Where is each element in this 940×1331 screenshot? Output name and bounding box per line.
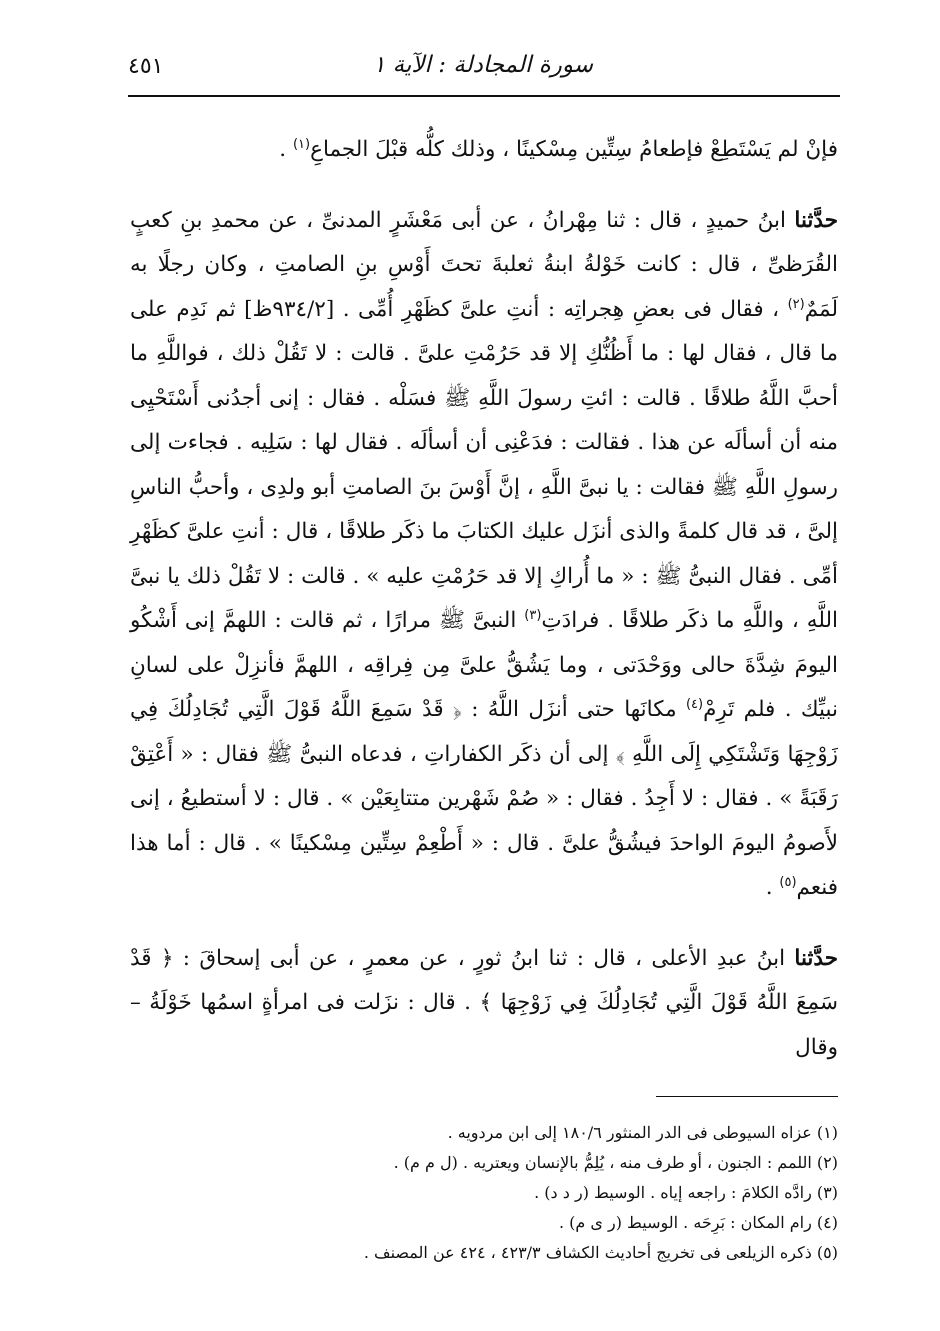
paragraph-3-segment-1: ابنُ عبدِ الأعلى ، قال : ثنا ابنُ ثورٍ ، عن معمرٍ ، عن أبى إسحاقَ : ﴿ قَدْ سَمِعَ اللَّهُ قَوْلَ الَّتِي تُجَادِلُكَ فِي زَوْجِهَا ﴾ . قال : نزَلت فى امرأةٍ اسمُها خَوْلَةُ – وقال (130, 945, 838, 1060)
paragraph-2-segment-2: ، فقال فى بعضِ هِجراتِه : أنتِ علىَّ كظَهْرِ أُمِّى . [٩٣٤/٢ظ] ثم نَدِم على ما قال ، فقال لها : ما أَظُنُّكِ إلا قد حَرُمْتِ علىَّ . قالت : لا تَقُلْ ذلك ، فواللَّهِ ما أحبَّ اللَّهُ طلاقًا . قالت : ائتِ رسولَ اللَّهِ ﷺ فسَلْه . فقال : إنى أجدُنى أَسْتَحْيِى منه أن أسألَه عن هذا . فقالت : فدَعْنِى أن أسألَه . فقال لها : سَلِيه . فجاءت إلى رسولِ اللَّهِ ﷺ فقالت : يا نبىَّ اللَّهِ ، إنَّ أَوْسَ بنَ الصامتِ أبو ولدِى ، وأحبُّ الناسِ إلىَّ ، قد قال كلمةً والذى أنزَل عليك الكتابَ ما ذكَر طلاقًا ، قال : أنتِ علىَّ كظَهْرِ أمِّى . فقال النبىُّ ﷺ : « ما أُراكِ إلا قد حَرُمْتِ عليه » . قالت : لا تَقُلْ ذلك يا نبىَّ اللَّهِ ، واللَّهِ ما ذكَر طلاقًا . فرادَتِ (130, 296, 838, 633)
paragraph-2-segment-5: . (765, 875, 780, 900)
footnote-ref-2[interactable]: (٢) (787, 296, 805, 312)
footnote-ref-1[interactable]: (١) (292, 136, 311, 152)
footnote-4: (٤) رام المكان : بَرِحَه . الوسيط (ر ى م) . (558, 1213, 838, 1232)
paragraph-2-segment-3: النبىَّ ﷺ مرارًا ، ثم قالت : اللهمَّ إنى أَشْكُو اليومَ شِدَّةَ حالى ووَحْدَتى ، وما يَشُقُّ علىَّ مِن فِراقِه ، اللهمَّ فأنزِلْ على لسانِ نبيِّك . فلم تَرِمْ (130, 608, 838, 722)
footnote-ref-4[interactable]: (٤) (685, 696, 704, 712)
paragraph-3-lead: حدَّثنا (794, 945, 838, 971)
footnote-ref-5[interactable]: (٥) (779, 874, 797, 890)
footnote-ref-3[interactable]: (٣) (524, 607, 542, 623)
footnote-3: (٣) رادَّه الكلامَ : راجعه إياه . الوسيط (ر د د) . (534, 1183, 838, 1202)
footnote-separator (656, 1096, 838, 1097)
main-text (130, 128, 838, 1070)
paragraph-1-tail: . (279, 137, 293, 162)
header-rule (128, 95, 840, 97)
running-title: سورة المجادلة : الآية ١ (372, 52, 594, 78)
paragraph-1-text: فإنْ لم يَسْتَطِعْ فإطعامُ سِتِّين مِسْكينًا ، وذلك كلُّه قبْلَ الجماعِ (310, 137, 838, 162)
footnote-1: (١) عزاه السيوطى فى الدر المنثور ١٨٠/٦ إلى ابن مردويه . (447, 1123, 838, 1142)
paragraph-2-lead: حدَّثنا (794, 207, 838, 233)
footnotes-list (130, 1118, 838, 1268)
paragraph-1 (130, 128, 838, 173)
paragraph-2-segment-4: مكانَها حتى أنزَل اللَّهُ : ﴿ قَدْ سَمِعَ اللَّهُ قَوْلَ الَّتِي تُجَادِلُكَ فِي زَوْجِهَا وَتَشْتَكِي إِلَى اللَّهِ ﴾ إلى أن ذكَر الكفاراتِ ، فدعاه النبىُّ ﷺ فقال : « أَعْتِقْ رَقَبَةً » . فقال : لا أَجِدُ . فقال : « صُمْ شَهْرين متتابِعَيْن » . قال : لا أستطيعُ ، إنى لأَصومُ اليومَ الواحدَ فيشُقُّ علىَّ . قال : « أَطْعِمْ سِتِّين مِسْكينًا » . قال : أما هذا فنعم (130, 697, 838, 900)
paragraph-2-segment-1: ابنُ حميدٍ ، قال : ثنا مِهْرانُ ، عن أبى مَعْشَرٍ المدنىِّ ، عن محمدِ بنِ كعبٍ القُرَظىِّ ، قال : كانت خَوْلةُ ابنةُ ثعلبةَ تحتَ أَوْسِ بنِ الصامتِ ، وكان رجلًا به لَمَمٌ (130, 207, 838, 322)
paragraph-3 (130, 937, 838, 1071)
page-header (128, 50, 838, 92)
footnote-2: (٢) اللمم : الجنون ، أو طرف منه ، يُلِمُّ بالإنسان ويعتريه . (ل م م) . (393, 1153, 838, 1172)
paragraph-2 (130, 199, 838, 911)
footnote-5: (٥) ذكره الزيلعى فى تخريج أحاديث الكشاف ٤٢٣/٣ ، ٤٢٤ عن المصنف . (363, 1243, 838, 1262)
page-number: ٤٥١ (128, 54, 164, 79)
